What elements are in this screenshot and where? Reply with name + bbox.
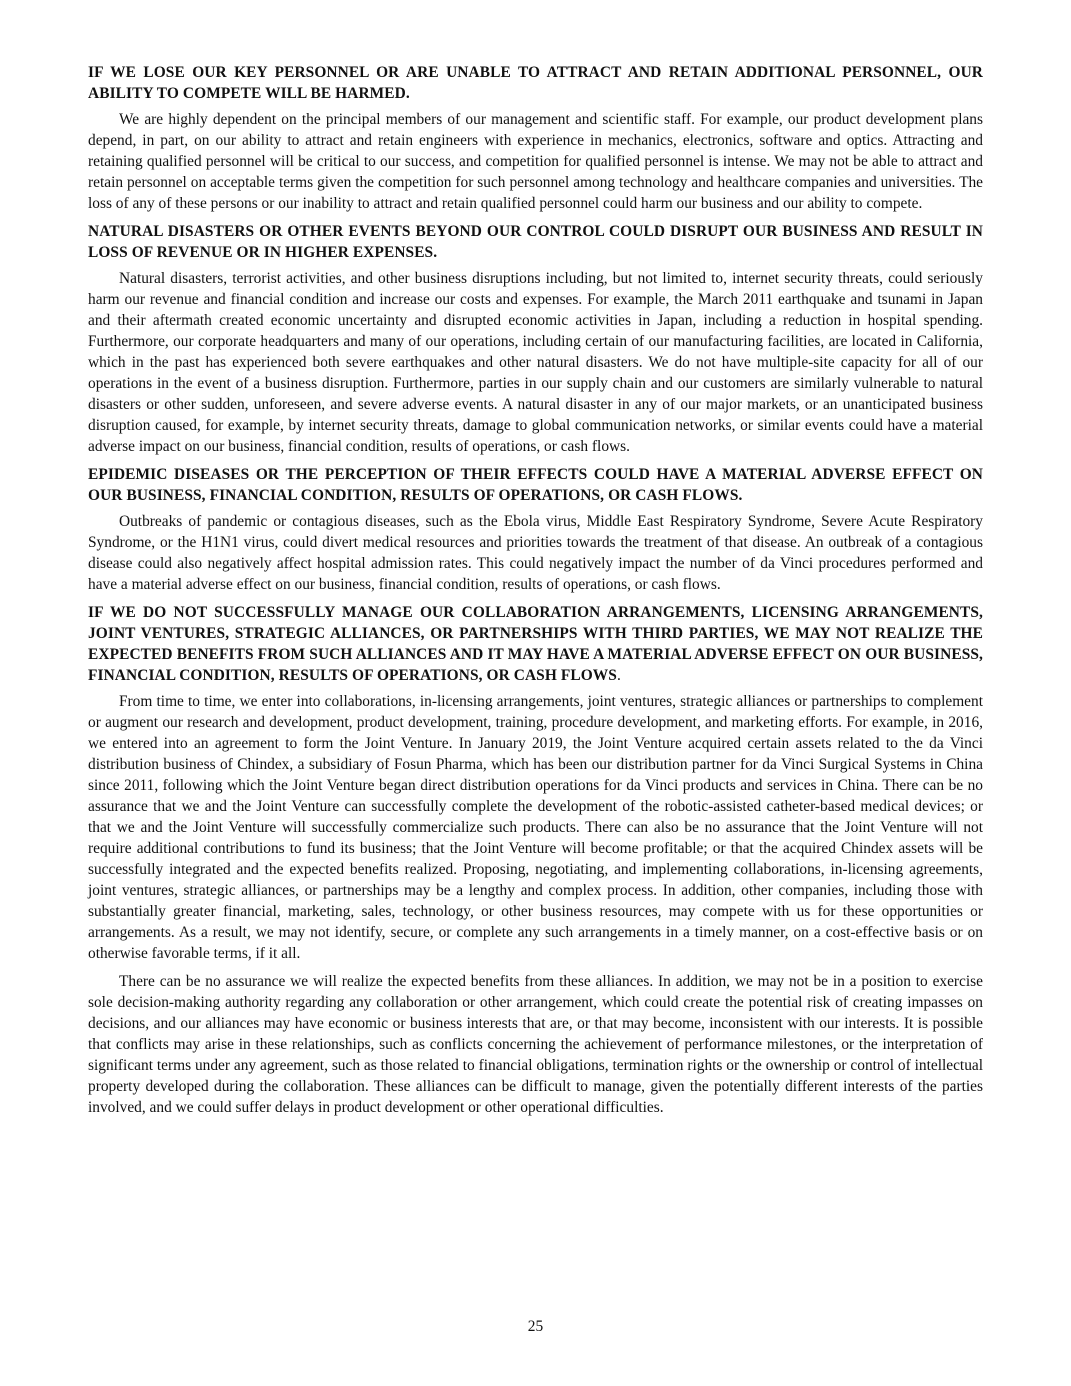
body-paragraph: Outbreaks of pandemic or contagious diseases, such as the Ebola virus, Middle East Respiratory Syndrome, Severe Acute Respiratory Syndrome, or the H1N1 virus, could divert medical resources and priorities towards the treatment of that disease. An outbreak of a contagious disease could also negatively affect hospital admission rates. This could negatively impact the number of da Vinci procedures performed and have a material adverse effect on our business, financial condition, results of operations, or cash flows. bbox=[88, 513, 983, 593]
section-heading: EPIDEMIC DISEASES OR THE PERCEPTION OF THEIR EFFECTS COULD HAVE A MATERIAL ADVERSE EFFECT ON OUR BUSINESS, FINANCIAL CONDITION, RESULTS OF OPERATIONS, OR CASH FLOWS. bbox=[88, 466, 983, 504]
section-heading-text: IF WE DO NOT SUCCESSFULLY MANAGE OUR COLLABORATION ARRANGEMENTS, LICENSING ARRANGEMENTS, JOINT VENTURES, STRATEGIC ALLIANCES, OR PARTNERSHIPS WITH THIRD PARTIES, WE MAY NOT REALIZE THE EXPECTED BENEFITS FROM SUCH ALLIANCES AND IT MAY HAVE A MATERIAL ADVERSE EFFECT ON OUR BUSINESS, FINANCIAL CONDITION, RESULTS OF OPERATIONS, OR CASH FLOWS bbox=[88, 604, 983, 684]
body-paragraph: From time to time, we enter into collaborations, in-licensing arrangements, joint ventures, strategic alliances or partnerships to complement or augment our research and development, product development, training, procedure development, and marketing efforts. For example, in 2016, we entered into an agreement to form the Joint Venture. In January 2019, the Joint Venture acquired certain assets related to the da Vinci distribution business of Chindex, a subsidiary of Fosun Pharma, which has been our distribution partner for da Vinci Surgical Systems in China since 2011, following which the Joint Venture began direct distribution operations for da Vinci products and services in China. There can be no assurance that we and the Joint Venture can successfully complete the development of the robotic-assisted catheter-based medical devices; or that we and the Joint Venture will successfully commercialize such products. There can also be no assurance that the Joint Venture will not require additional contributions to fund its business; that the Joint Venture will become profitable; or that the acquired Chindex assets will be successfully integrated and the expected benefits realized. Proposing, negotiating, and implementing collaborations, in-licensing agreements, joint ventures, strategic alliances, or partnerships may be a lengthy and complex process. In addition, other companies, including those with substantially greater financial, marketing, sales, technology, or other business resources, may compete with us for these opportunities or arrangements. As a result, we may not identify, secure, or complete any such arrangements in a timely manner, on a cost-effective basis or on otherwise favorable terms, if it all. bbox=[88, 693, 983, 962]
section-heading-period: . bbox=[616, 667, 621, 684]
risk-factor-section bbox=[88, 602, 983, 1118]
body-paragraph: We are highly dependent on the principal members of our management and scientific staff. For example, our product development plans depend, in part, on our ability to attract and retain engineers with experience in mechanics, electronics, software and optics. Attracting and retaining qualified personnel will be critical to our success, and competition for qualified personnel is intense. We may not be able to attract and retain personnel on acceptable terms given the competition for such personnel among technology and healthcare companies and universities. The loss of any of these persons or our inability to attract and retain qualified personnel could harm our business and our ability to compete. bbox=[88, 111, 983, 212]
section-heading: IF WE LOSE OUR KEY PERSONNEL OR ARE UNABLE TO ATTRACT AND RETAIN ADDITIONAL PERSONNEL, OUR ABILITY TO COMPETE WILL BE HARMED. bbox=[88, 64, 983, 102]
section-heading bbox=[88, 602, 983, 686]
body-paragraph: Natural disasters, terrorist activities, and other business disruptions including, but not limited to, internet security threats, could seriously harm our revenue and financial condition and increase our costs and expenses. For example, the March 2011 earthquake and tsunami in Japan and their aftermath created economic uncertainty and disrupted economic activities in Japan, including a reduction in hospital spending. Furthermore, our corporate headquarters and many of our operations, including certain of our manufacturing facilities, are located in California, which in the past has experienced both severe earthquakes and other natural disasters. We do not have multiple-site capacity for all of our operations in the event of a business disruption. Furthermore, parties in our supply chain and our customers are similarly vulnerable to natural disasters or other sudden, unforeseen, and severe adverse events. A natural disaster in any of our major markets, or an unanticipated business disruption caused, for example, by internet security threats, damage to global communication networks, or similar events could have a material adverse impact on our business, financial condition, results of operations, or cash flows. bbox=[88, 270, 983, 455]
risk-factor-section bbox=[88, 62, 983, 214]
page-number: 25 bbox=[527, 1318, 544, 1335]
risk-factor-section bbox=[88, 464, 983, 595]
section-heading: NATURAL DISASTERS OR OTHER EVENTS BEYOND OUR CONTROL COULD DISRUPT OUR BUSINESS AND RESULT IN LOSS OF REVENUE OR IN HIGHER EXPENSES. bbox=[88, 223, 983, 261]
body-paragraph: There can be no assurance we will realize the expected benefits from these alliances. In addition, we may not be in a position to exercise sole decision-making authority regarding any collaboration or other arrangement, which could create the potential risk of creating impasses on decisions, and our alliances may have economic or business interests that are, or that may become, inconsistent with our interests. It is possible that conflicts may arise in these relationships, such as conflicts concerning the achievement of performance milestones, or the interpretation of significant terms under any agreement, such as those related to financial obligations, termination rights or the ownership or control of intellectual property developed during the collaboration. These alliances can be difficult to manage, given the potentially different interests of the parties involved, and we could suffer delays in product development or other operational difficulties. bbox=[88, 973, 983, 1116]
risk-factor-section bbox=[88, 221, 983, 457]
document-page bbox=[88, 62, 983, 1125]
